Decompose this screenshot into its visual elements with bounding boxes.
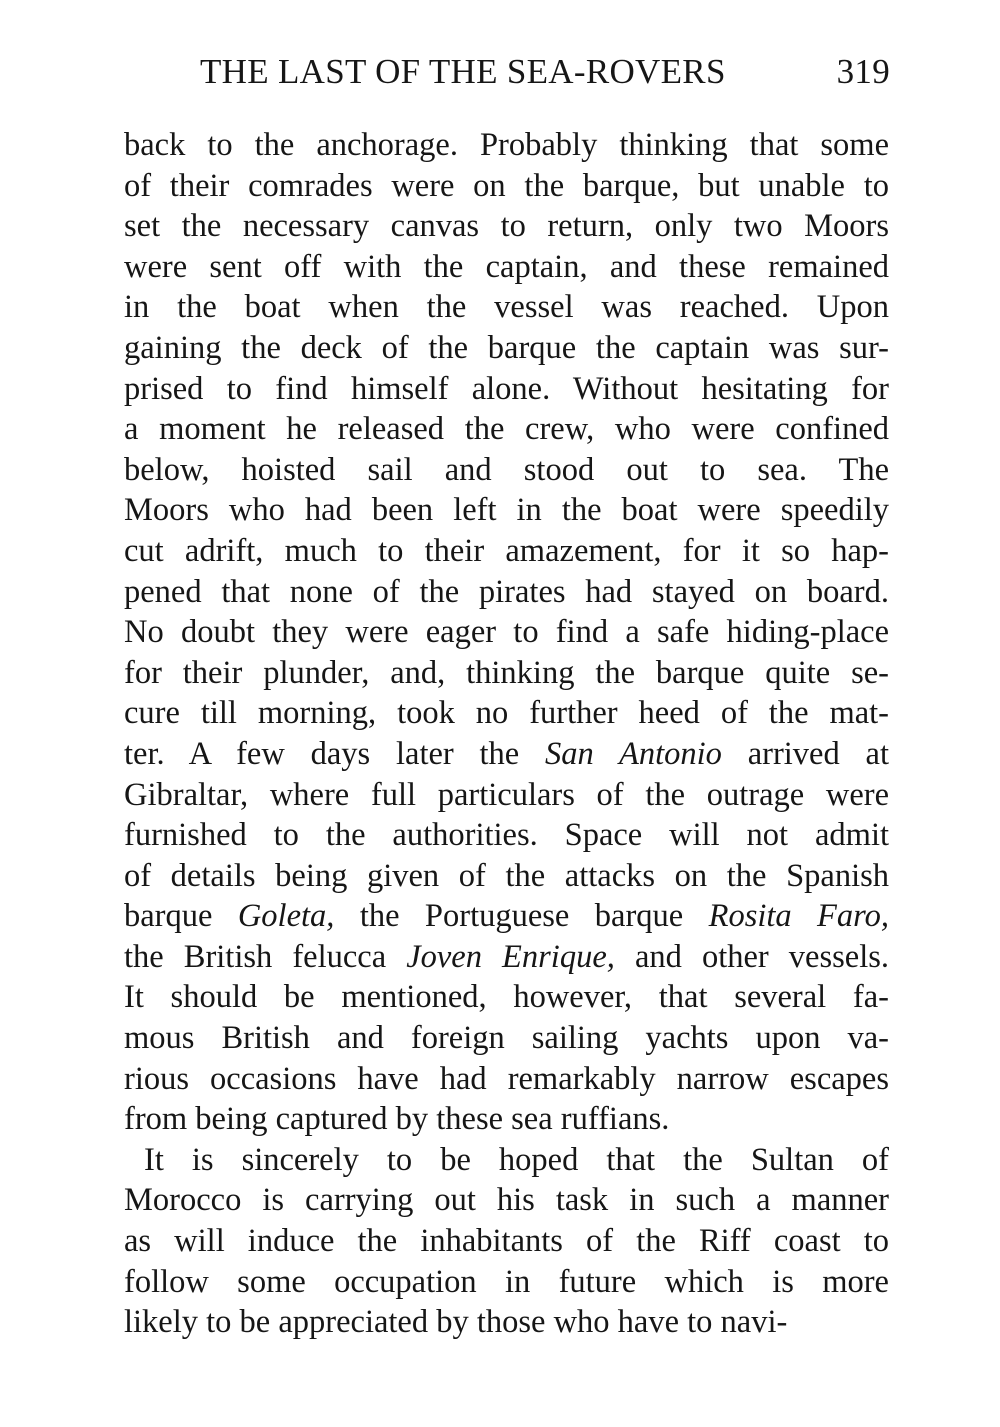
text-line (124, 247, 889, 288)
text-line (124, 896, 889, 937)
paragraph (124, 125, 889, 1140)
text-run: It is sincerely to be hoped that the Sultan of (144, 1141, 889, 1178)
paragraph (124, 1140, 889, 1343)
running-head (200, 52, 890, 102)
text-run: Morocco is carrying out his task in such a manner (124, 1182, 889, 1219)
text-run: in the boat when the vessel was reached. Upon (124, 289, 889, 326)
text-line (124, 1180, 889, 1221)
text-run: as will induce the inhabitants of the Riff coast to (124, 1223, 889, 1260)
text-run: for their plunder, and, thinking the barque quite se- (124, 654, 889, 691)
text-line (124, 450, 889, 491)
text-line (124, 369, 889, 410)
text-run: prised to find himself alone. Without hesitating for (124, 370, 889, 407)
text-line (124, 1262, 889, 1303)
text-line (124, 1099, 889, 1140)
text-line (124, 1221, 889, 1262)
text-run: mous British and foreign sailing yachts upon va- (124, 1020, 889, 1057)
text-line (124, 612, 889, 653)
text-line (124, 856, 889, 897)
text-run: from being captured by these sea ruffians. (124, 1101, 670, 1138)
text-run: cut adrift, much to their amazement, for it so hap- (124, 532, 889, 569)
text-line (124, 572, 889, 613)
text-line (124, 206, 889, 247)
text-line (124, 977, 889, 1018)
text-run: cure till morning, took no further heed of the mat- (124, 695, 889, 732)
text-run: the Portuguese barque (334, 898, 709, 935)
body-text (124, 125, 889, 1343)
text-line (124, 1302, 889, 1343)
text-run: Moors who had been left in the boat were speedily (124, 492, 889, 529)
text-run: barque (124, 898, 238, 935)
text-run: No doubt they were eager to find a safe hiding-place (124, 614, 889, 651)
text-run: likely to be appreciated by those who have to navi- (124, 1304, 788, 1341)
text-run: a moment he released the crew, who were confined (124, 411, 889, 448)
text-run: It should be mentioned, however, that several fa- (124, 979, 889, 1016)
text-run: set the necessary canvas to return, only two Moors (124, 208, 889, 245)
text-run: of their comrades were on the barque, but unable to (124, 167, 889, 204)
text-run: arrived at (721, 735, 889, 772)
italic-ship-name: Rosita Faro, (708, 898, 889, 935)
text-line (124, 125, 889, 166)
text-line (124, 287, 889, 328)
text-run: pened that none of the pirates had stayed on board. (124, 573, 889, 610)
italic-ship-name: Goleta, (237, 898, 335, 935)
text-line (124, 166, 889, 207)
text-run: rious occasions have had remarkably narrow escapes (124, 1060, 889, 1097)
text-line (124, 531, 889, 572)
text-line (124, 1140, 889, 1181)
text-line (124, 409, 889, 450)
text-line (124, 937, 889, 978)
text-line (124, 734, 889, 775)
text-run: were sent off with the captain, and these remained (124, 248, 889, 285)
text-run: gaining the deck of the barque the captain was sur- (124, 329, 889, 366)
text-line (124, 1018, 889, 1059)
text-line (124, 775, 889, 816)
text-run: of details being given of the attacks on the Spanish (124, 857, 889, 894)
text-run: back to the anchorage. Probably thinking that some (124, 127, 889, 163)
text-run: ter. A few days later the (124, 735, 546, 772)
italic-ship-name: San Antonio (545, 735, 722, 772)
text-line (124, 815, 889, 856)
text-run: follow some occupation in future which is more (124, 1263, 889, 1300)
text-line (124, 490, 889, 531)
text-line (124, 1059, 889, 1100)
text-line (124, 328, 889, 369)
text-run: below, hoisted sail and stood out to sea. The (124, 451, 889, 488)
running-title: THE LAST OF THE SEA-ROVERS (200, 52, 726, 91)
page-number: 319 (836, 52, 890, 91)
italic-ship-name: Joven Enrique, (406, 938, 615, 975)
text-run: Gibraltar, where full particulars of the outrage were (124, 776, 889, 813)
text-run: the British felucca (124, 938, 407, 975)
text-run: furnished to the authorities. Space will not admit (124, 817, 889, 854)
text-line (124, 693, 889, 734)
text-run: and other vessels. (614, 938, 889, 975)
text-line (124, 653, 889, 694)
